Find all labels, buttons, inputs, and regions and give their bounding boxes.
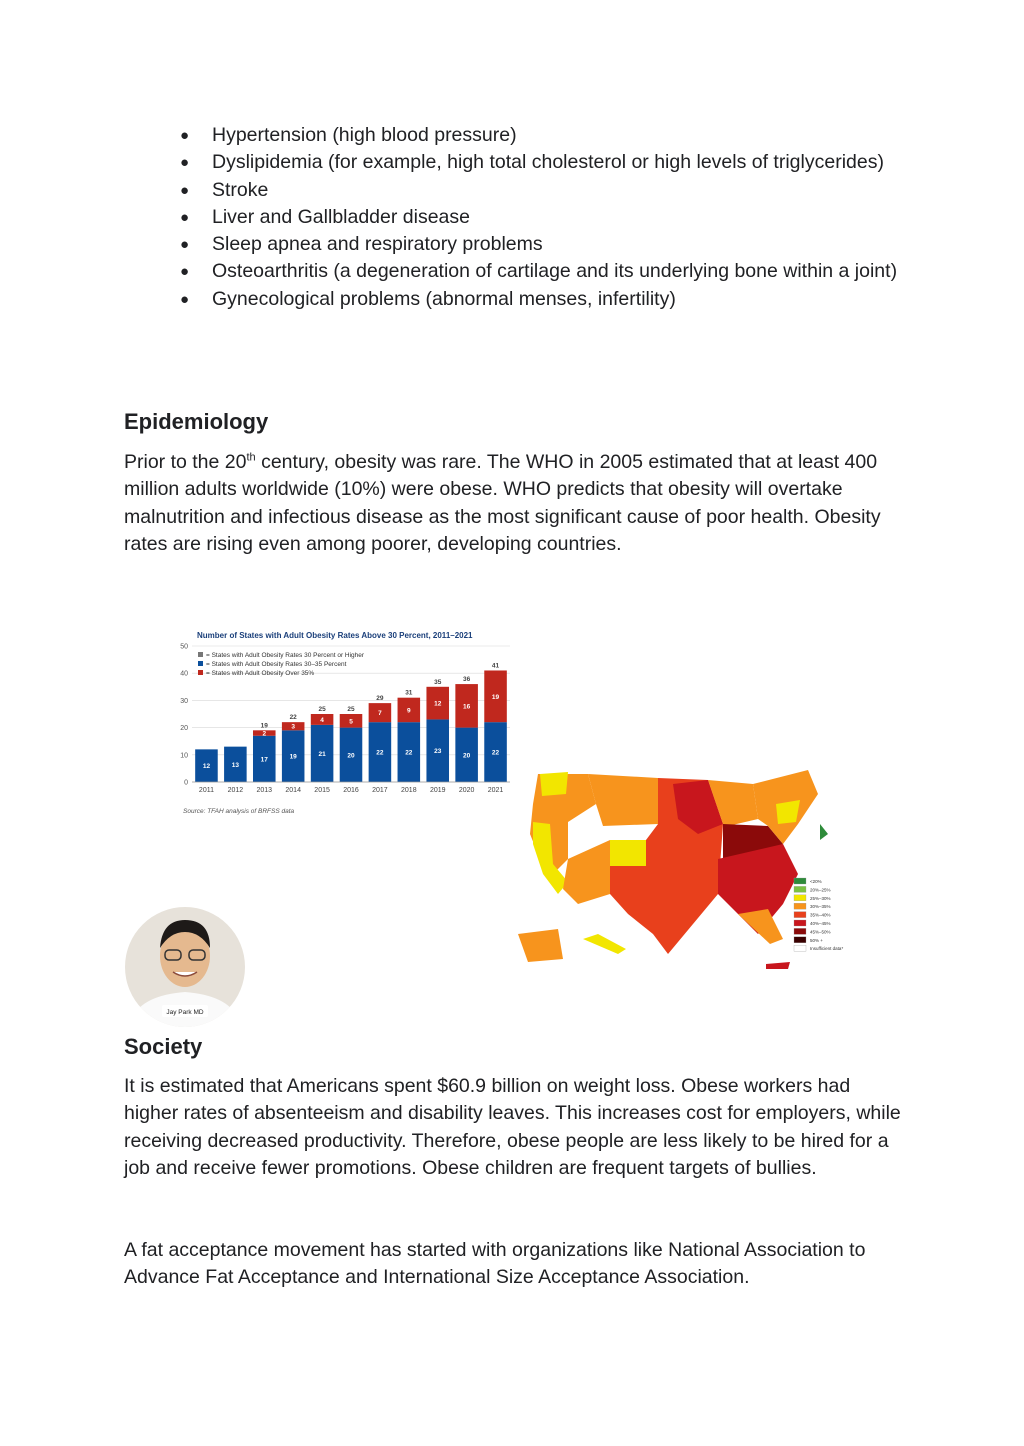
bar-value-label: 20 bbox=[463, 752, 471, 760]
list-item: ● Sleep apnea and respiratory problems bbox=[180, 231, 900, 258]
map-legend-label: 20%–25% bbox=[810, 887, 831, 893]
superscript: th bbox=[246, 451, 256, 464]
bar-value-label: 12 bbox=[202, 763, 211, 771]
list-item: ● Liver and Gallbladder disease bbox=[180, 204, 900, 231]
map-washington bbox=[540, 772, 568, 796]
bar-value-label: 3 bbox=[291, 723, 295, 731]
chart-source: Source: TFAH analysis of BRFSS data bbox=[183, 808, 295, 815]
obesity-bar-chart bbox=[170, 624, 515, 820]
bar-value-label: 13 bbox=[231, 761, 239, 769]
list-item: ● Gynecological problems (abnormal menses, infertility) bbox=[180, 286, 900, 313]
bar-value-label: 2 bbox=[262, 730, 267, 738]
epidemiology-heading: Epidemiology bbox=[124, 409, 269, 434]
map-legend-label: Insufficient data* bbox=[810, 946, 844, 952]
bar-value-label: 19 bbox=[289, 753, 297, 761]
map-northwest-states bbox=[588, 774, 658, 826]
bar-value-label: 7 bbox=[378, 710, 382, 718]
epidemiology-text-start: Prior to the 20 bbox=[124, 451, 247, 473]
y-tick-label: 30 bbox=[180, 697, 188, 705]
bar-total-label: 36 bbox=[463, 676, 471, 684]
map-puerto-rico bbox=[766, 962, 790, 969]
x-tick-label: 2011 bbox=[198, 787, 214, 794]
epidemiology-paragraph bbox=[124, 449, 904, 558]
x-tick-label: 2019 bbox=[429, 787, 446, 794]
x-tick-label: 2018 bbox=[401, 787, 417, 794]
author-avatar bbox=[124, 906, 246, 1028]
risk-list bbox=[180, 122, 900, 313]
map-florida bbox=[738, 909, 783, 944]
map-legend-swatch bbox=[794, 920, 806, 926]
x-tick-label: 2014 bbox=[285, 787, 301, 794]
map-alaska bbox=[518, 929, 563, 962]
y-tick-label: 10 bbox=[180, 752, 188, 760]
map-legend-swatch bbox=[794, 886, 806, 892]
map-legend-label: 45%–50% bbox=[810, 929, 831, 935]
x-tick-label: 2016 bbox=[343, 787, 359, 794]
x-tick-label: 2020 bbox=[458, 787, 475, 794]
bar-value-label: 4 bbox=[320, 716, 324, 724]
map-colorado-region bbox=[820, 824, 828, 840]
bar-total-label: 29 bbox=[376, 695, 384, 703]
list-item: ● Dyslipidemia (for example, high total cholesterol or high levels of triglycerides) bbox=[180, 149, 900, 176]
bar-value-label: 20 bbox=[347, 752, 355, 760]
map-legend-label: 25%–30% bbox=[810, 895, 831, 901]
legend-label-over-35: = States with Adult Obesity Over 35% bbox=[206, 670, 315, 677]
x-tick-label: 2017 bbox=[372, 787, 388, 794]
map-legend-swatch bbox=[794, 928, 806, 934]
list-item: ● Osteoarthritis (a degeneration of cartilage and its underlying bone within a joint) bbox=[180, 258, 900, 285]
bar-value-label: 9 bbox=[407, 707, 411, 715]
y-tick-label: 20 bbox=[180, 725, 188, 733]
map-legend-swatch bbox=[794, 937, 806, 943]
bar-value-label: 17 bbox=[260, 756, 268, 764]
x-tick-label: 2021 bbox=[487, 787, 504, 794]
society-heading: Society bbox=[124, 1034, 203, 1059]
map-legend-swatch bbox=[794, 912, 806, 918]
legend-swatch-over-35 bbox=[198, 670, 203, 675]
map-legend-label: 50% + bbox=[810, 937, 823, 943]
bar-total-label: 31 bbox=[405, 689, 413, 697]
map-legend-swatch bbox=[794, 878, 806, 884]
x-tick-label: 2013 bbox=[256, 787, 273, 794]
chart-title: Number of States with Adult Obesity Rates Above 30 Percent, 2011–2021 bbox=[197, 631, 473, 640]
map-legend-label: 40%–45% bbox=[810, 921, 831, 926]
legend-label-30-35: = States with Adult Obesity Rates 30–35 Percent bbox=[206, 661, 347, 668]
map-legend bbox=[794, 878, 843, 951]
us-obesity-map bbox=[508, 764, 854, 976]
map-southwest-states bbox=[563, 840, 610, 904]
bar-total-label: 41 bbox=[491, 662, 500, 670]
avatar-caption: Jay Park MD bbox=[166, 1009, 204, 1016]
epidemiology-text-rest: century, obesity was rare. The WHO in 2005 estimated that at least 400 million adults worldwide (10%) were obese. WHO predicts that obesity will overtake malnutrition and infectious disease as the most significant cause of poor health. Obesity rates are rising even among poorer, developing countries. bbox=[124, 451, 881, 555]
bar-value-label: 21 bbox=[318, 750, 326, 758]
map-legend-swatch bbox=[794, 895, 806, 901]
map-legend-label: 30%–35% bbox=[810, 904, 831, 910]
bar-value-label: 23 bbox=[434, 748, 442, 756]
bar-total-label: 22 bbox=[289, 714, 297, 722]
bar-value-label: 5 bbox=[349, 718, 353, 726]
map-legend-swatch bbox=[794, 903, 806, 909]
bar-value-label: 12 bbox=[434, 700, 442, 708]
y-tick-label: 40 bbox=[180, 670, 188, 678]
bar-value-label: 16 bbox=[463, 703, 471, 711]
bar-value-label: 22 bbox=[376, 749, 384, 757]
bar-total-label: 19 bbox=[260, 722, 268, 730]
list-item: ● Hypertension (high blood pressure) bbox=[180, 122, 900, 149]
map-legend-label: <20% bbox=[810, 879, 822, 884]
legend-swatch-30-35 bbox=[198, 661, 203, 666]
legend-swatch-total bbox=[198, 652, 203, 657]
bar-total-label: 35 bbox=[434, 678, 442, 686]
society-paragraph-2: A fat acceptance movement has started with organizations like National Association to Advance Fat Acceptance and International Size Acceptance Association. bbox=[124, 1239, 866, 1289]
bar-value-label: 22 bbox=[491, 749, 500, 757]
map-colorado bbox=[610, 840, 646, 866]
y-tick-label: 50 bbox=[180, 643, 188, 651]
legend-label-total: = States with Adult Obesity Rates 30 Percent or Higher bbox=[206, 652, 365, 659]
x-tick-label: 2015 bbox=[314, 787, 330, 794]
bar-value-label: 22 bbox=[405, 749, 413, 757]
bar-total-label: 25 bbox=[318, 706, 326, 713]
list-item: ● Stroke bbox=[180, 177, 900, 204]
map-legend-label: 35%–40% bbox=[810, 912, 831, 918]
bars bbox=[192, 662, 510, 794]
society-paragraph-1: It is estimated that Americans spent $60.9 billion on weight loss. Obese workers had higher rates of absenteeism and disability leaves. This increases cost for employers, while receiving decreased productivity. Therefore, obese people are less likely to be hired for a job and receive fewer promotions. Obese children are frequent targets of bullies. bbox=[124, 1075, 901, 1179]
bar-total-label: 25 bbox=[347, 706, 355, 713]
bar-value-label: 19 bbox=[491, 693, 500, 701]
map-hawaii bbox=[583, 934, 626, 954]
y-tick-label: 0 bbox=[184, 779, 188, 787]
x-tick-label: 2012 bbox=[227, 787, 244, 794]
map-legend-swatch bbox=[794, 945, 806, 951]
